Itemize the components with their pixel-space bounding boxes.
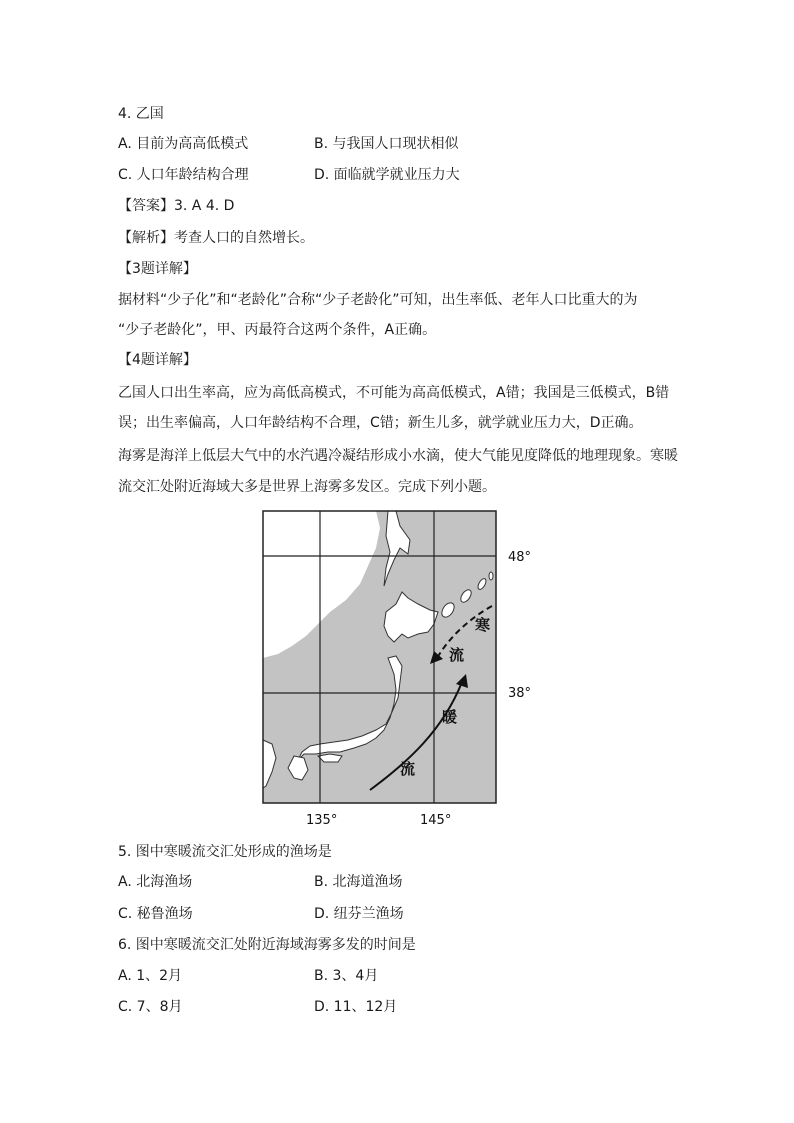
- longitude-label: 135°: [306, 813, 338, 828]
- q6-option-a: A. 1、2月: [118, 968, 183, 984]
- detail3-text: 据材料“少子化”和“老龄化”合称“少子老龄化”可知，出生率低、老年人口比重大的为: [118, 292, 638, 308]
- warm-current-label: 流: [400, 760, 416, 778]
- detail4-text: 误；出生率偏高，人口年龄结构不合理，C错；新生儿多，就学就业压力大，D正确。: [118, 415, 643, 431]
- q4-option-b: B. 与我国人口现状相似: [314, 136, 459, 152]
- analysis-line: 【解析】考查人口的自然增长。: [118, 230, 314, 246]
- answer-line: 【答案】3. A 4. D: [118, 198, 235, 214]
- q6-option-d: D. 11、12月: [314, 999, 398, 1015]
- latitude-label: 38°: [508, 686, 532, 701]
- q4-option-a: A. 目前为高高低模式: [118, 136, 249, 152]
- q4-option-c: C. 人口年龄结构合理: [118, 167, 249, 183]
- longitude-label: 145°: [420, 813, 452, 828]
- kuril-island: [489, 572, 493, 580]
- cold-current-label: 寒: [475, 616, 491, 634]
- q6-stem: 6. 图中寒暖流交汇处附近海域海雾多发的时间是: [118, 937, 416, 953]
- q6-option-c: C. 7、8月: [118, 999, 183, 1015]
- detail3-heading: 【3题详解】: [118, 261, 197, 277]
- detail4-heading: 【4题详解】: [118, 352, 197, 368]
- q4-option-d: D. 面临就学就业压力大: [314, 167, 460, 183]
- cold-current-label: 流: [449, 646, 465, 664]
- q5-option-b: B. 北海道渔场: [314, 874, 403, 890]
- latitude-label: 48°: [508, 550, 532, 565]
- intro-text: 海雾是海洋上低层大气中的水汽遇冷凝结形成小水滴，使大气能见度降低的地理现象。寒暖: [118, 448, 678, 464]
- q4-stem: 4. 乙国: [118, 106, 164, 122]
- intro-text: 流交汇处附近海域大多是世界上海雾多发区。完成下列小题。: [118, 479, 496, 495]
- q5-stem: 5. 图中寒暖流交汇处形成的渔场是: [118, 844, 332, 860]
- japan-currents-map: [258, 508, 558, 838]
- warm-current-label: 暖: [442, 708, 458, 726]
- detail4-text: 乙国人口出生率高，应为高低高模式，不可能为高高低模式，A错；我国是三低模式，B错: [118, 385, 670, 401]
- q5-option-c: C. 秘鲁渔场: [118, 906, 193, 922]
- q5-option-a: A. 北海渔场: [118, 874, 193, 890]
- q5-option-d: D. 纽芬兰渔场: [314, 906, 404, 922]
- q6-option-b: B. 3、4月: [314, 968, 379, 984]
- detail3-text: “少子老龄化”，甲、丙最符合这两个条件，A正确。: [118, 322, 437, 338]
